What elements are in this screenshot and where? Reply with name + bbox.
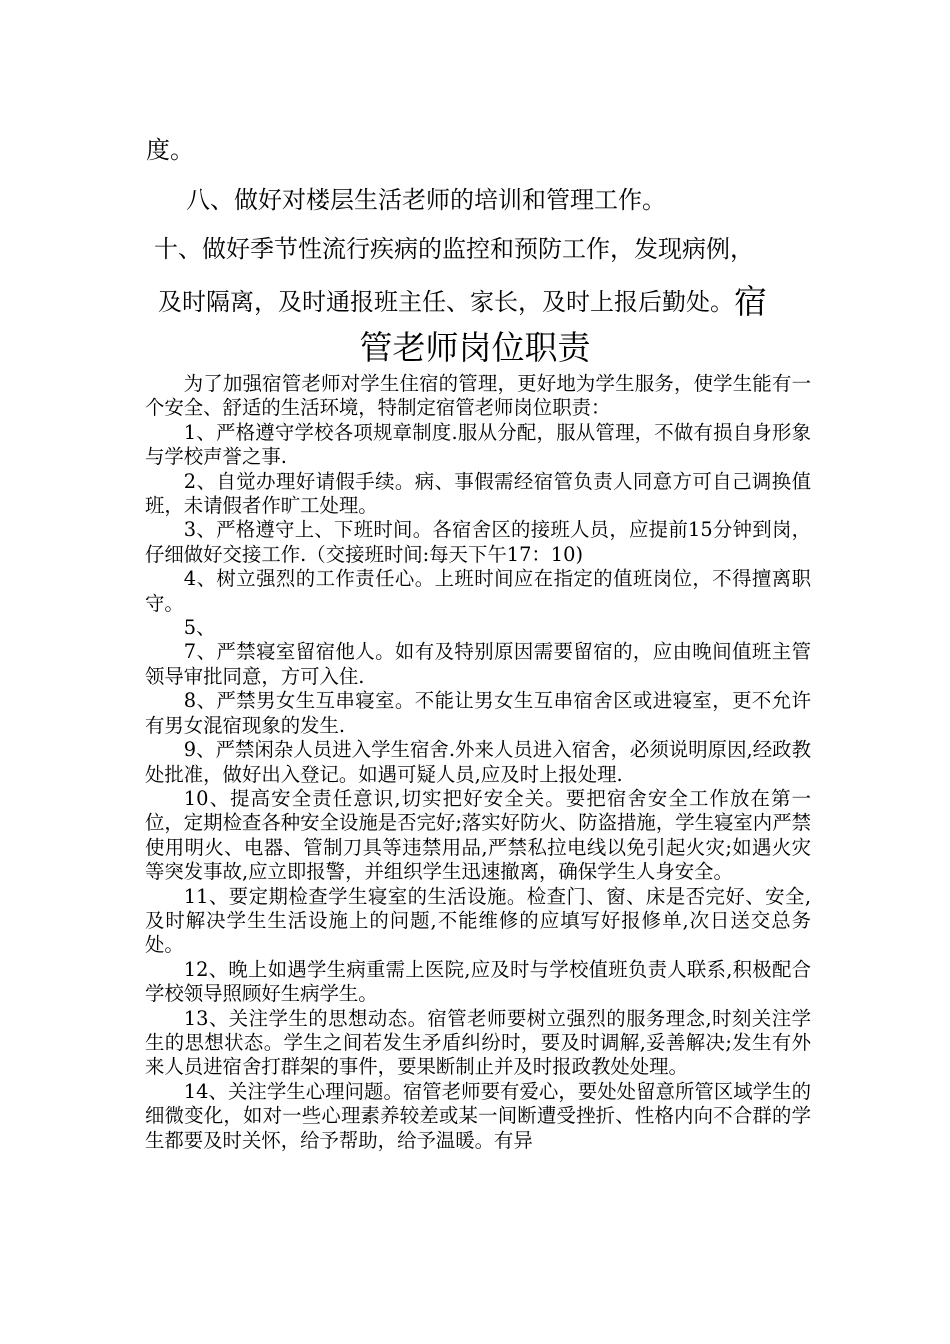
duty-paragraph: 9、严禁闲杂人员进入学生宿舍.外来人员进入宿舍，必须说明原因,经政教处批准，做好出入登记。如遇可疑人员,应及时上报处理. xyxy=(145,738,811,786)
duty-paragraph: 8、严禁男女生互串寝室。不能让男女生互串宿舍区或进寝室，更不允许有男女混宿现象的发生. xyxy=(145,689,811,737)
duty-paragraph: 5、 xyxy=(183,616,216,640)
duty-paragraph: 12、晚上如遇学生病重需上医院,应及时与学校值班负责人联系,积极配合学校领导照顾好生病学生。 xyxy=(145,957,811,1006)
duty-paragraph: 14、关注学生心理问题。宿管老师要有爱心，要处处留意所管区域学生的细微变化，如对一些心理素养较差或某一间断遭受挫折、性格内向不合群的学生都要及时关怀，给予帮助，给予温暖。有异 xyxy=(145,1079,811,1152)
duty-paragraph: 2、自觉办理好请假手续。病、事假需经宿管负责人同意方可自己调换值班，未请假者作旷工处理。 xyxy=(145,469,811,518)
continued-text-line: 度。 xyxy=(146,136,194,164)
duty-paragraph: 10、提高安全责任意识,切实把好安全关。要把宿舍安全工作放在第一位，定期检查各种安全设施是否完好;落实好防火、防盗措施，学生寝室内严禁使用明火、电器、管制刀具等违禁用品,严禁私拉电线以免引起火灾;如遇火灾等突发事故,应立即报警，并组织学生迅速撤离，确保学生人身安全。 xyxy=(145,786,811,884)
title-first-char: 宿 xyxy=(734,282,767,321)
body-text xyxy=(145,372,811,1153)
duty-paragraph: 7、严禁寝室留宿他人。如有及特别原因需要留宿的，应由晚间值班主管领导审批同意，方可入住. xyxy=(145,640,811,688)
duty-paragraph: 1、严格遵守学校各项规章制度.服从分配，服从管理，不做有损自身形象与学校声誉之事. xyxy=(145,420,811,469)
duty-paragraph: 13、关注学生的思想动态。宿管老师要树立强烈的服务理念,时刻关注学生的思想状态。学生之间若发生矛盾纠纷时，要及时调解,妥善解决;发生有外来人员进宿舍打群架的事件，要果断制止并及时报政教处处理。 xyxy=(145,1006,811,1079)
page-title: 管老师岗位职责 xyxy=(359,328,591,367)
duty-paragraph: 11、要定期检查学生寝室的生活设施。检查门、窗、床是否完好、安全,及时解决学生生活设施上的问题,不能维修的应填写好报修单,次日送交总务处。 xyxy=(145,884,811,957)
item-ten-continuation-line xyxy=(158,282,767,321)
item-eight-line: 八、做好对楼层生活老师的培训和管理工作。 xyxy=(186,186,666,214)
item-ten-line: 十、做好季节性流行疾病的监控和预防工作，发现病例， xyxy=(154,235,754,263)
duty-paragraph: 4、树立强烈的工作责任心。上班时间应在指定的值班岗位，不得擅离职守。 xyxy=(145,567,811,615)
duty-paragraph: 3、严格遵守上、下班时间。各宿舍区的接班人员，应提前15分钟到岗，仔细做好交接工作.（交接班时间:每天下午17：10) xyxy=(145,518,811,566)
intro-paragraph: 为了加强宿管老师对学生住宿的管理，更好地为学生服务，使学生能有一个安全、舒适的生活环境，特制定宿管老师岗位职责： xyxy=(145,372,811,420)
item-ten-continuation-text: 及时隔离，及时通报班主任、家长，及时上报后勤处。 xyxy=(158,288,734,316)
